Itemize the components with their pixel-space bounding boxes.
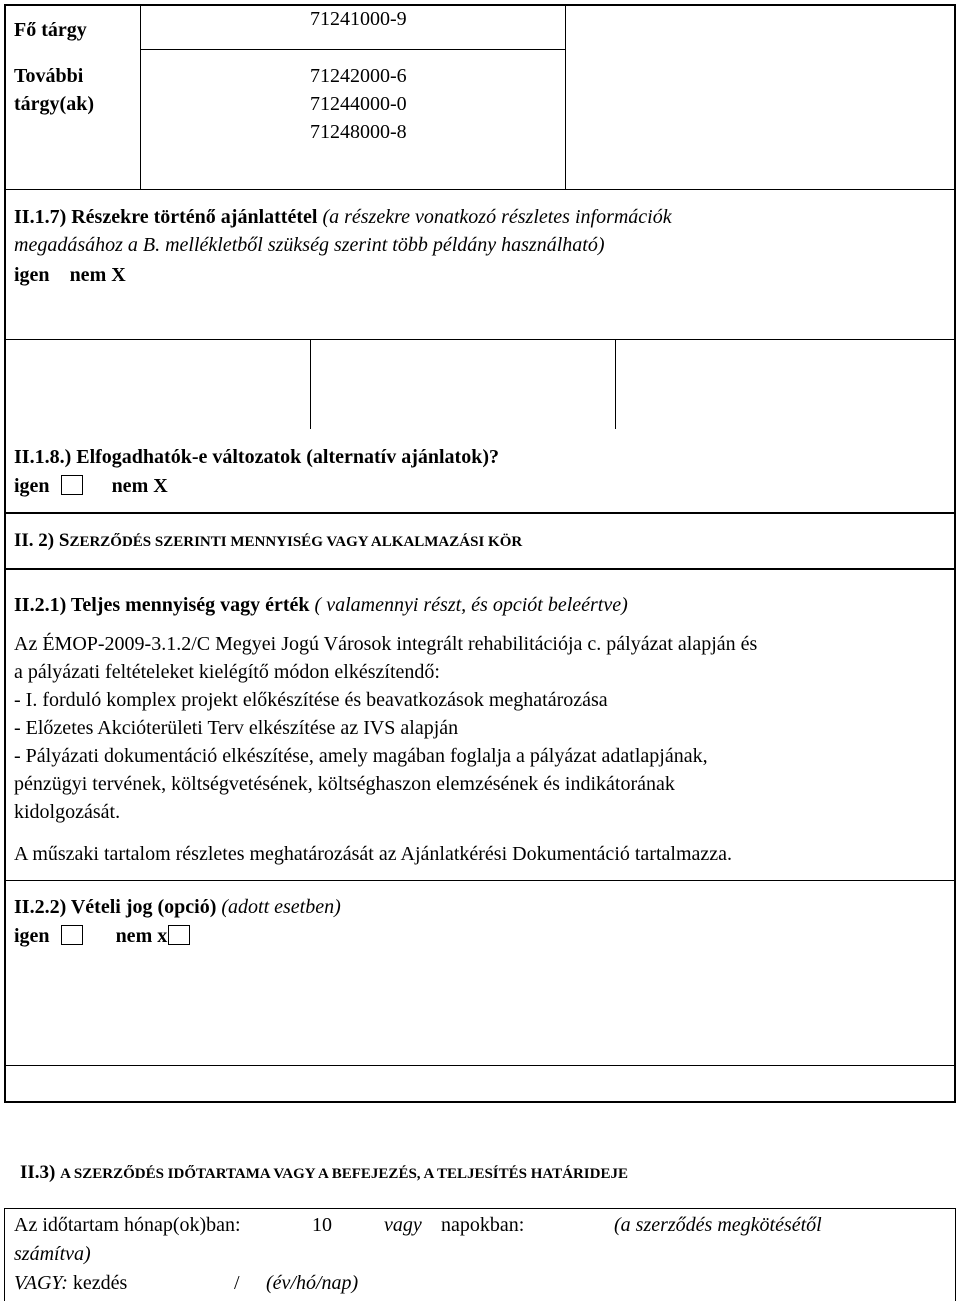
quantity-line: kidolgozását. <box>14 801 121 823</box>
section-118-heading: II.1.8.) Elfogadhatók-e változatok (alternatív ajánlatok)? <box>14 446 499 468</box>
section-222-heading: II.2.2) Vételi jog (opció) (adott esetben) <box>14 896 341 918</box>
date-slash: / <box>234 1272 240 1294</box>
igen-checkbox[interactable] <box>61 925 83 945</box>
igen-option: igen <box>14 925 50 947</box>
section-221-heading: II.2.1) Teljes mennyiség vagy érték ( valamennyi részt, és opciót beleértve) <box>14 594 628 616</box>
date-format: (év/hó/nap) <box>266 1272 359 1294</box>
quantity-line: pénzügyi tervének, költségvetésének, költséghaszon elemzésének és indikátorának <box>14 773 675 795</box>
nem-option: nem X <box>111 475 168 497</box>
duration-vagy: vagy <box>384 1214 422 1236</box>
duration-months: 10 <box>312 1214 332 1236</box>
quantity-summary: A műszaki tartalom részletes meghatározását az Ajánlatkérési Dokumentáció tartalmazza. <box>14 843 733 865</box>
duration-note-cont: számítva) <box>14 1243 91 1265</box>
section-117-note-cont: megadásához a B. mellékletből szükség szerint több példány használható) <box>14 234 605 256</box>
section-117-note: (a részekre vonatkozó részletes információk <box>317 206 672 228</box>
quantity-line: - I. forduló komplex projekt előkészítése és beavatkozások meghatározása <box>14 689 608 711</box>
igen-checkbox[interactable] <box>61 475 83 495</box>
section-3-heading: II.3) A SZERZŐDÉS IDŐTARTAMA VAGY A BEFEJEZÉS, A TELJESÍTÉS HATÁRIDEJE <box>20 1162 628 1183</box>
extra-cpv-code: 71244000-0 <box>310 93 407 115</box>
quantity-line: - Előzetes Akcióterületi Terv elkészítése az IVS alapján <box>14 717 459 739</box>
section-117-heading <box>14 203 672 231</box>
extra-cpv-code: 71242000-6 <box>310 65 407 87</box>
start-date-row: VAGY: kezdés <box>14 1272 128 1294</box>
igen-option: igen <box>14 264 50 286</box>
nem-option: nem x <box>115 925 168 947</box>
igen-option: igen <box>14 475 50 497</box>
duration-note: (a szerződés megkötésétől <box>614 1214 822 1236</box>
extra-subject-label-2: tárgy(ak) <box>14 93 94 115</box>
nem-option: nem X <box>69 264 126 286</box>
section-118-answer <box>14 472 168 500</box>
quantity-line: a pályázati feltételeket kielégítő módon elkészítendő: <box>14 661 440 683</box>
section-222-answer <box>14 922 190 950</box>
nem-checkbox[interactable] <box>168 925 190 945</box>
section-117-answer <box>14 261 126 289</box>
extra-cpv-code: 71248000-8 <box>310 121 407 143</box>
quantity-line: Az ÉMOP-2009-3.1.2/C Megyei Jogú Városok integrált rehabilitációja c. pályázat alapján és <box>14 633 758 655</box>
main-subject-label: Fő tárgy <box>14 19 87 41</box>
section-117-title: II.1.7) Részekre történő ajánlattétel <box>14 206 318 228</box>
duration-days-label: napokban: <box>441 1214 525 1236</box>
quantity-line: - Pályázati dokumentáció elkészítése, amely magában foglalja a pályázat adatlapjának, <box>14 745 708 767</box>
duration-label: Az időtartam hónap(ok)ban: <box>14 1214 241 1236</box>
main-cpv-code: 71241000-9 <box>310 8 407 30</box>
extra-subject-label-1: További <box>14 65 84 87</box>
section-2-heading: II. 2) SZERZŐDÉS SZERINTI MENNYISÉG VAGY ALKALMAZÁSI KÖR <box>14 530 523 551</box>
